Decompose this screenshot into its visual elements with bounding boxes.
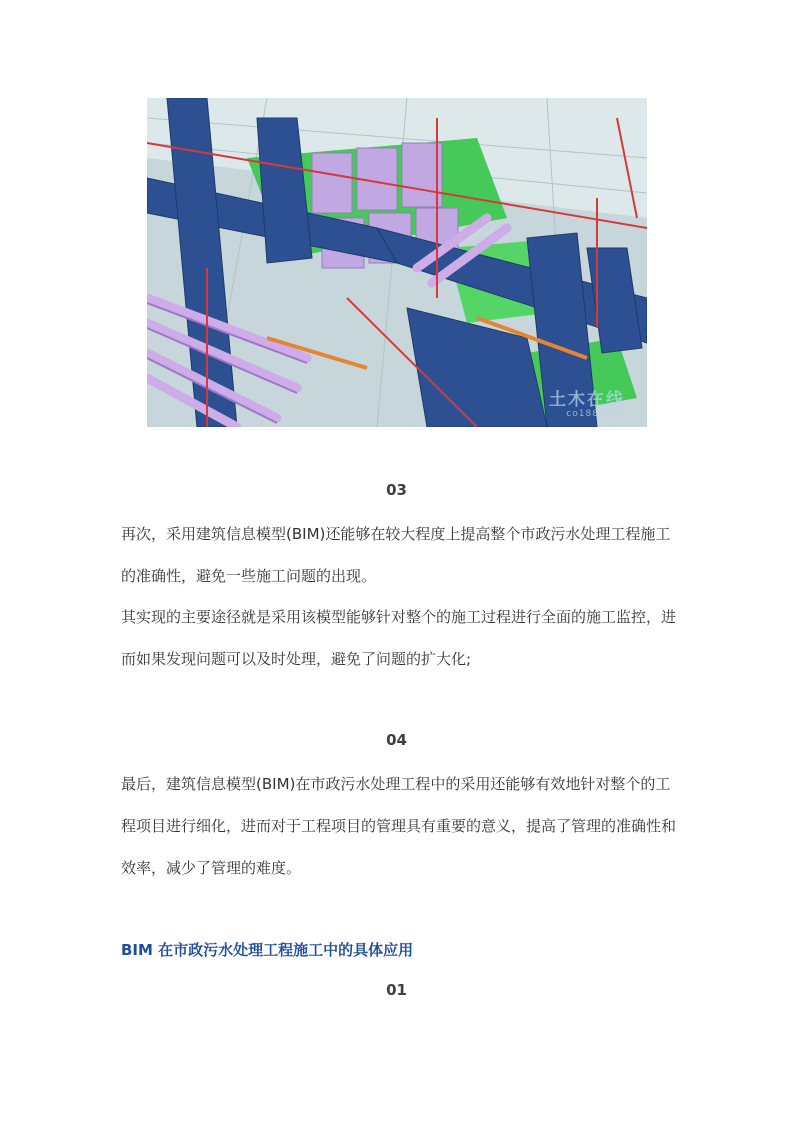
section-number: 04 <box>386 731 407 749</box>
section-number: 03 <box>386 481 407 499</box>
watermark <box>549 392 625 419</box>
paragraph: 其实现的主要途径就是采用该模型能够针对整个的施工过程进行全面的施工监控，进而如果发现问题可以及时处理，避免了问题的扩大化; <box>121 608 677 668</box>
section-number: 01 <box>386 981 407 999</box>
watermark-sub-text: co188.com <box>566 409 625 419</box>
section-heading: BIM 在市政污水处理工程施工中的具体应用 <box>121 941 414 959</box>
paragraph: 最后，建筑信息模型(BIM)在市政污水处理工程中的采用还能够有效地针对整个的工程项目进行细化，进而对于工程项目的管理具有重要的意义，提高了管理的准确性和效率，减少了管理的难度。 <box>121 775 677 877</box>
bim-model-image <box>147 98 647 427</box>
watermark-main-text: 土木在线 <box>549 390 625 410</box>
bim-pipeline-illustration <box>147 98 647 427</box>
paragraph: 再次，采用建筑信息模型(BIM)还能够在较大程度上提高整个市政污水处理工程施工的准确性，避免一些施工问题的出现。 <box>121 525 671 585</box>
